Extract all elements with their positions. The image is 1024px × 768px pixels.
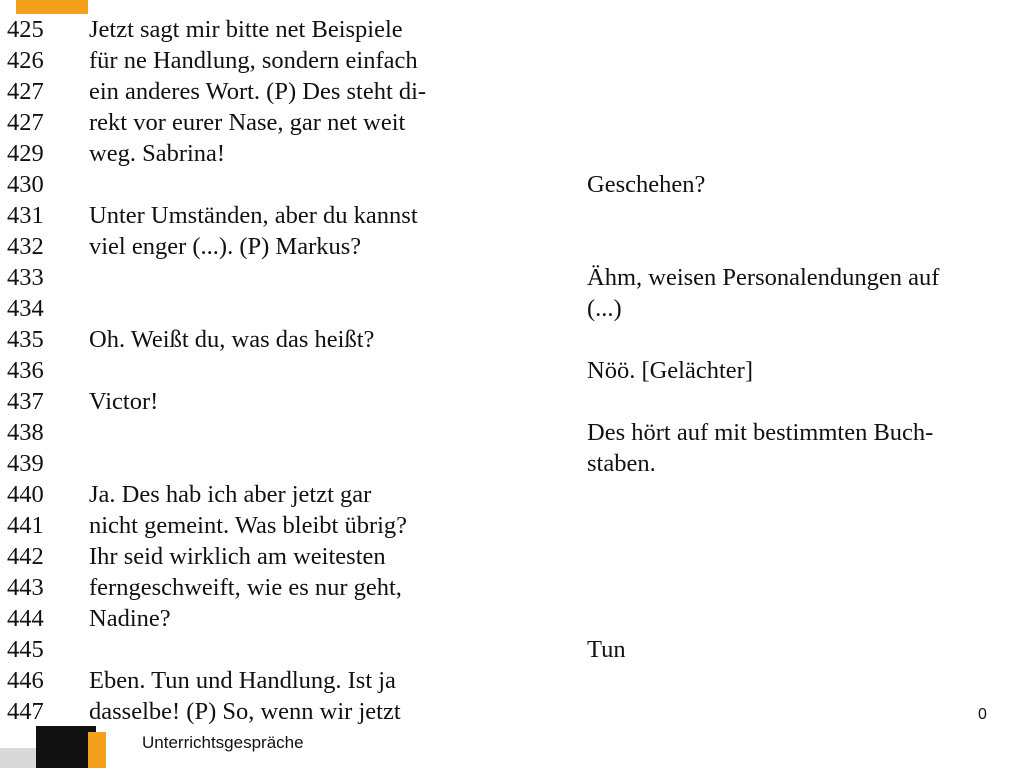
student-utterance: Geschehen?	[587, 171, 706, 198]
teacher-utterance: Eben. Tun und Handlung. Ist ja	[89, 667, 396, 694]
transcript-line	[0, 169, 1024, 200]
teacher-utterance: nicht gemeint. Was bleibt übrig?	[89, 512, 408, 539]
line-number: 427	[7, 78, 44, 105]
line-number: 426	[7, 47, 44, 74]
line-number: 429	[7, 140, 44, 167]
line-number: 430	[7, 171, 44, 198]
teacher-utterance: Ja. Des hab ich aber jetzt gar	[89, 481, 372, 508]
transcript-line	[0, 262, 1024, 293]
line-number: 436	[7, 357, 44, 384]
line-number: 446	[7, 667, 44, 694]
teacher-utterance: Oh. Weißt du, was das heißt?	[89, 326, 375, 353]
line-number: 425	[7, 16, 44, 43]
slide-decoration-bottom-grey	[0, 748, 36, 768]
transcript-line	[0, 45, 1024, 76]
line-number: 447	[7, 698, 44, 725]
student-utterance: staben.	[587, 450, 656, 477]
teacher-utterance: weg. Sabrina!	[89, 140, 226, 167]
transcript-line	[0, 603, 1024, 634]
student-utterance: (...)	[587, 295, 622, 322]
line-number: 439	[7, 450, 44, 477]
line-number: 441	[7, 512, 44, 539]
transcript-line	[0, 634, 1024, 665]
transcript-line	[0, 231, 1024, 262]
transcript-line	[0, 572, 1024, 603]
transcript-line	[0, 355, 1024, 386]
line-number: 443	[7, 574, 44, 601]
teacher-utterance: Victor!	[89, 388, 159, 415]
line-number: 438	[7, 419, 44, 446]
teacher-utterance: viel enger (...). (P) Markus?	[89, 233, 362, 260]
transcript-line	[0, 417, 1024, 448]
line-number: 432	[7, 233, 44, 260]
line-number: 431	[7, 202, 44, 229]
transcript-line	[0, 479, 1024, 510]
line-number: 444	[7, 605, 44, 632]
line-number: 440	[7, 481, 44, 508]
teacher-utterance: Ihr seid wirklich am weitesten	[89, 543, 386, 570]
transcript-line	[0, 386, 1024, 417]
transcript-line	[0, 200, 1024, 231]
line-number: 433	[7, 264, 44, 291]
transcript-line	[0, 448, 1024, 479]
line-number: 445	[7, 636, 44, 663]
teacher-utterance: ferngeschweift, wie es nur geht,	[89, 574, 402, 601]
line-number: 437	[7, 388, 44, 415]
transcript-line	[0, 324, 1024, 355]
transcript-line	[0, 293, 1024, 324]
footer-caption: Unterrichtsgespräche	[142, 733, 304, 752]
teacher-utterance: rekt vor eurer Nase, gar net weit	[89, 109, 406, 136]
transcript-line	[0, 107, 1024, 138]
line-number: 442	[7, 543, 44, 570]
teacher-utterance: Jetzt sagt mir bitte net Beispiele	[89, 16, 403, 43]
transcript-line	[0, 76, 1024, 107]
slide-decoration-bottom-black	[36, 726, 96, 768]
student-utterance: Des hört auf mit bestimmten Buch-	[587, 419, 934, 446]
page-number: 0	[978, 706, 987, 723]
teacher-utterance: dasselbe! (P) So, wenn wir jetzt	[89, 698, 401, 725]
transcript-line	[0, 510, 1024, 541]
transcript-line	[0, 541, 1024, 572]
transcript-line	[0, 665, 1024, 696]
slide-decoration-bottom-orange	[88, 732, 106, 768]
slide-decoration-top	[16, 0, 88, 14]
line-number: 435	[7, 326, 44, 353]
transcript-line	[0, 14, 1024, 45]
transcript-line	[0, 696, 1024, 727]
teacher-utterance: Nadine?	[89, 605, 171, 632]
teacher-utterance: für ne Handlung, sondern einfach	[89, 47, 418, 74]
student-utterance: Ähm, weisen Personalendungen auf	[587, 264, 940, 291]
teacher-utterance: Unter Umständen, aber du kannst	[89, 202, 418, 229]
student-utterance: Nöö. [Gelächter]	[587, 357, 753, 384]
line-number: 434	[7, 295, 44, 322]
transcript-line	[0, 138, 1024, 169]
student-utterance: Tun	[587, 636, 626, 663]
line-number: 427	[7, 109, 44, 136]
teacher-utterance: ein anderes Wort. (P) Des steht di-	[89, 78, 427, 105]
